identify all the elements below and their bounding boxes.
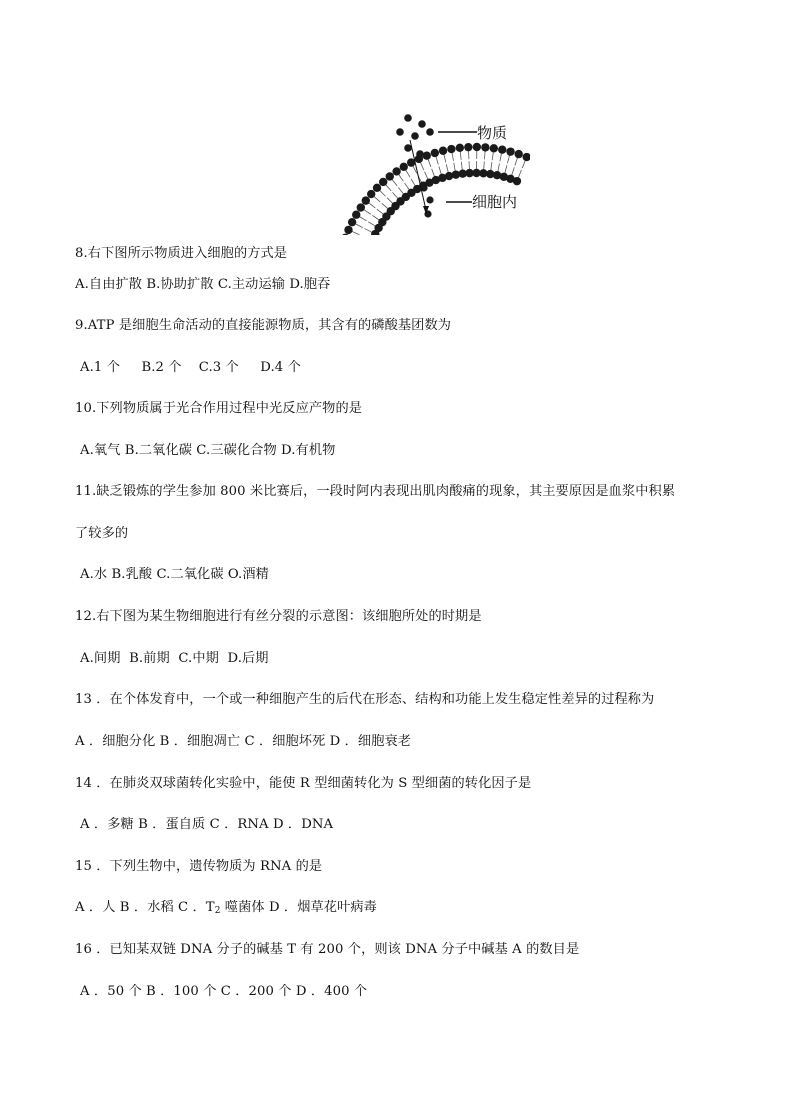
- lipid-tail: [377, 209, 383, 214]
- lipid-head: [362, 196, 370, 204]
- lipid-tail: [428, 159, 431, 166]
- lipid-head: [515, 150, 523, 158]
- question-15-options-pre: A ．人 B ．水稻 C ．T: [75, 900, 215, 915]
- lipid-tail: [507, 156, 509, 164]
- lipid-tail: [392, 180, 397, 186]
- lipid-head: [431, 149, 439, 157]
- lipid-head: [498, 146, 506, 154]
- substance-molecule: [426, 128, 434, 136]
- lipid-tail: [365, 229, 372, 233]
- question-15-options-post: 噬菌体 D ．烟草花叶病毒: [220, 900, 377, 915]
- lipid-tail: [380, 191, 386, 197]
- question-9-stem: 9.ATP 是细胞生命活动的直接能源物质，其含有的磷酸基团数为: [75, 318, 452, 333]
- lipid-tail: [399, 175, 404, 182]
- question-13-options: A ．细胞分化 B ．细胞凋亡 C ．细胞坏死 D ．细胞衰老: [75, 734, 412, 749]
- substance-molecule: [404, 114, 412, 122]
- lipid-tail: [398, 187, 403, 193]
- lipid-head: [473, 143, 481, 151]
- lipid-head: [456, 144, 464, 152]
- lipid-head: [400, 163, 408, 171]
- lipid-head: [481, 143, 489, 151]
- lipid-tail: [522, 161, 525, 168]
- question-14-stem: 14 ．在肺炎双球菌转化实验中，能使 R 型细菌转化为 S 型细菌的转化因子是: [75, 776, 532, 791]
- lipid-tail: [387, 198, 393, 204]
- lipid-tail: [368, 222, 375, 226]
- lipid-head: [373, 184, 381, 192]
- lipid-head: [379, 178, 387, 186]
- lipid-tail: [498, 163, 500, 171]
- lipid-tail: [436, 157, 438, 165]
- lipid-head: [506, 147, 514, 155]
- lipid-tail: [484, 161, 485, 169]
- question-10-stem: 10.下列物质属于光合作用过程中光反应产物的是: [75, 401, 363, 416]
- lipid-tail: [393, 192, 398, 198]
- label-substance: 物质: [477, 124, 508, 142]
- substance-molecule: [416, 150, 424, 158]
- question-15-options-sub: 2: [214, 906, 221, 916]
- lipid-tail: [420, 163, 423, 170]
- lipid-head: [522, 153, 530, 161]
- lipid-tail: [372, 215, 379, 219]
- substance-molecule: [396, 128, 404, 136]
- lipid-head: [352, 211, 360, 219]
- lipid-tail: [518, 170, 521, 177]
- lipid-head: [513, 177, 521, 185]
- lipid-head: [344, 226, 352, 234]
- lipid-head: [447, 145, 455, 153]
- question-8-options: A.自由扩散 B.协助扩散 C.主动运输 D.胞吞: [75, 277, 331, 292]
- lipid-tail: [425, 172, 428, 179]
- lipid-tail: [369, 203, 375, 208]
- question-12-stem: 12.右下图为某生物细胞进行有丝分裂的示意图：该细胞所处的时期是: [75, 609, 482, 624]
- substance-molecule: [411, 132, 419, 140]
- lipid-tail: [352, 231, 359, 234]
- lipid-tail: [439, 166, 441, 174]
- substance-molecule: [404, 144, 412, 152]
- substance-molecule: [426, 196, 433, 203]
- lipid-tail: [505, 165, 507, 173]
- lipid-tail: [444, 155, 446, 163]
- lipid-tail: [515, 158, 518, 166]
- lipid-head: [367, 190, 375, 198]
- lipid-tail: [461, 162, 462, 170]
- lipid-head: [357, 203, 365, 211]
- lipid-tail: [454, 163, 455, 171]
- lipid-tail: [500, 154, 502, 162]
- question-15-options: [75, 900, 377, 916]
- label-cell-inside: 细胞内: [472, 193, 518, 211]
- question-16-options: A ．50 个 B ．100 个 C ．200 个 D ．400 个: [80, 984, 368, 999]
- lipid-tail: [491, 162, 492, 170]
- lipid-head: [490, 144, 498, 152]
- question-11-options: A.水 B.乳酸 C.二氧化碳 O.酒精: [80, 567, 269, 582]
- question-10-options: A.氧气 B.二氧化碳 C.三碳化合物 D.有机物: [80, 443, 336, 458]
- lipid-tail: [405, 183, 410, 190]
- lipid-head: [348, 218, 356, 226]
- question-13-stem: 13 ．在个体发育中，一个或一种细胞产生的后代在形态、结构和功能上发生稳定性差异的过程称为: [75, 692, 655, 707]
- lipid-tail: [364, 210, 371, 214]
- lipid-tail: [374, 197, 380, 202]
- transport-arrow: [410, 140, 426, 210]
- question-9-options: A.1 个 B.2 个 C.3 个 D.4 个: [80, 360, 301, 375]
- lipid-head: [386, 172, 394, 180]
- question-12-options: A.间期 B.前期 C.中期 D.后期: [80, 651, 269, 666]
- lipid-tail: [386, 185, 391, 191]
- lipid-tail: [512, 167, 515, 175]
- question-11-stem-line1: 11.缺乏锻炼的学生参加 800 米比赛后，一段时阿内表现出肌肉酸痛的现象，其主要原因是血浆中积累: [75, 484, 676, 499]
- lipid-head: [464, 143, 472, 151]
- lipid-tail: [360, 217, 367, 221]
- question-11-stem-line2: 了较多的: [75, 526, 129, 541]
- lipid-tail: [446, 164, 448, 172]
- lipid-tail: [382, 203, 388, 208]
- lipid-tail: [406, 170, 410, 177]
- question-16-stem: 16 ．已知某双链 DNA 分子的碱基 T 有 200 个，则该 DNA 分子中碱基 A 的数目是: [75, 942, 580, 957]
- lipid-tail: [432, 169, 435, 176]
- lipid-head: [439, 147, 447, 155]
- lipid-tail: [411, 179, 415, 186]
- lipid-head: [392, 167, 400, 175]
- question-15-stem: 15 ．下列生物中，遗传物质为 RNA 的是: [75, 859, 323, 874]
- lipid-head: [423, 152, 431, 160]
- lipid-tail: [484, 151, 485, 159]
- question-14-options: A ．多糖 B ．蛋自质 C ．RNA D ．DNA: [80, 817, 334, 832]
- lipid-tail: [492, 152, 493, 160]
- lipid-tail: [460, 152, 461, 160]
- lipid-tail: [452, 153, 453, 161]
- substance-molecule: [418, 120, 426, 128]
- lipid-tail: [356, 224, 363, 228]
- question-8-stem: 8.右下图所示物质进入细胞的方式是: [75, 246, 288, 261]
